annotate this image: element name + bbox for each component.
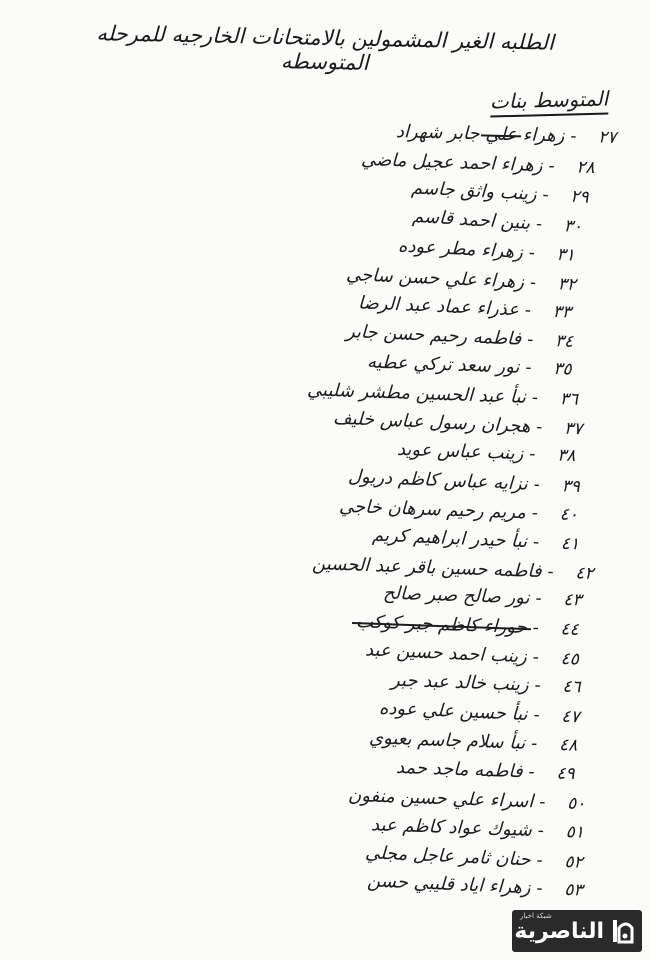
list-item-separator: - [547,560,555,583]
list-item-number: ٢٨ [576,156,596,178]
student-name: فاطمه حسين باقر عبد الحسين [311,552,543,582]
list-item-separator: - [531,502,539,524]
student-name: زينب احمد حسين عبد [364,639,527,668]
list-item-number: ٥٢ [564,850,584,872]
struck-out-word: علي [485,123,518,146]
list-item-separator: - [532,617,539,639]
student-name: نبأ عبد الحسين مطشر شليبي [307,379,527,409]
list-item-separator: - [532,704,540,726]
list-item-number: ٣١ [556,243,576,265]
student-name: زهراء مطر عوده [397,234,524,263]
list-item-number: ٥١ [565,821,585,842]
list-item-number: ٤٠ [559,503,578,525]
list-item-number: ٣٢ [557,273,577,295]
list-item-separator: - [535,416,543,438]
list-item-separator: - [548,155,556,177]
student-name [396,121,565,146]
list-item-number: ٤٩ [556,762,576,784]
student-name: نبأ حيدر ابراهيم كريم [371,524,528,552]
list-item-separator: - [536,849,544,871]
list-item-number: ٤٨ [559,734,578,756]
student-name: زهراء اياد قليبي حسن [366,870,531,899]
document-title: الطلبه الغير المشمولين بالامتحانات الخارجيه للمرحله المتوسطه [96,21,555,75]
list-item-separator: - [532,531,540,553]
student-name: هجران رسول عباس خليف [332,407,531,438]
student-name: نبأ سلام جاسم بعيوي [369,727,526,754]
student-name: نزايه عباس كاظم دريول [347,465,528,495]
list-item-number: ٣٣ [552,301,572,323]
student-name: مريم رحيم سرهان خاجي [338,495,526,524]
list-item-separator: - [529,443,537,465]
student-name: زينب عباس عويد [397,438,525,465]
student-name: شيوك عواد كاظم عبد [370,813,533,841]
student-name: اسراء علي حسين منفون [348,784,535,813]
student-name: نبأ حسين علي عوده [378,697,528,726]
list-item-separator: - [532,387,539,409]
student-name: زهراء علي حسن ساجي [345,263,525,293]
section-heading: المتوسط بنات [489,86,608,117]
list-item-separator: - [533,674,541,697]
logo-text: الناصرية [514,918,604,944]
list-item-number: ٢٧ [597,126,617,148]
list-item-number: ٣٩ [560,475,580,497]
list-item-number: ٤٤ [559,619,579,640]
list-item-separator: - [528,241,536,264]
list-item-separator: - [531,732,539,755]
list-item-separator: - [532,473,540,496]
list-item-number: ٢٩ [569,186,589,207]
list-item-number: ٣٧ [563,418,583,439]
student-name: عذراء عماد عبد الرضا [357,292,520,321]
list-item-number: ٥٠ [567,792,587,814]
list-item-separator: - [528,761,536,783]
logo-tagline: شبكة اخبار [520,912,552,920]
list-item-separator: - [524,300,532,322]
student-name: زينب خالد عبد جبر [390,669,529,696]
list-item-separator: - [524,357,532,379]
list-item-separator: - [535,878,543,900]
list-item-number: ٤٥ [559,648,579,670]
student-name-part: زهراء [522,124,565,147]
list-item-number: ٣٤ [554,330,574,352]
list-item-separator: - [541,184,549,206]
list-item-separator: - [539,791,547,813]
logo-mark-icon [610,916,636,946]
student-name: زينب واثق جاسم [410,177,537,205]
list-item-number: ٤١ [560,532,580,554]
list-item-separator: - [534,588,542,610]
student-name-part: جابر شهراد [395,121,480,145]
student-name: بنين احمد قاسم [411,205,531,234]
student-name: فاطمه ماجد حمد [395,756,524,783]
list-item-number: ٥٣ [563,879,583,901]
list-item-number: ٣٦ [559,388,579,410]
list-item-number: ٤٦ [561,676,581,697]
list-item-separator: - [529,271,537,293]
list-item-separator: - [570,125,577,147]
student-name: نور صالح صبر صالح [382,582,530,610]
list-item-number: ٣٠ [563,215,583,237]
student-name: زهراء احمد عجيل ماضي [360,148,544,177]
list-item-number: ٤٣ [562,589,582,611]
student-name: فاطمه رحيم حسن جابر [345,321,522,350]
student-name: نور سعد تركي عطيه [366,351,520,378]
list-item-number: ٤٧ [560,706,580,727]
list-item-separator: - [535,213,543,235]
student-name: حنان ثامر عاجل مجلي [364,841,532,870]
student-name: حوراء كاظم جبر كوكب [355,611,527,639]
list-item-number: ٣٨ [557,444,577,466]
list-item-separator: - [526,329,534,351]
list-item-separator: - [537,819,545,841]
list-item-separator: - [531,646,540,669]
list-item-number: ٣٥ [552,358,572,380]
list-item-number: ٤٢ [575,562,595,583]
site-logo [512,910,642,952]
student-list [20,120,620,910]
